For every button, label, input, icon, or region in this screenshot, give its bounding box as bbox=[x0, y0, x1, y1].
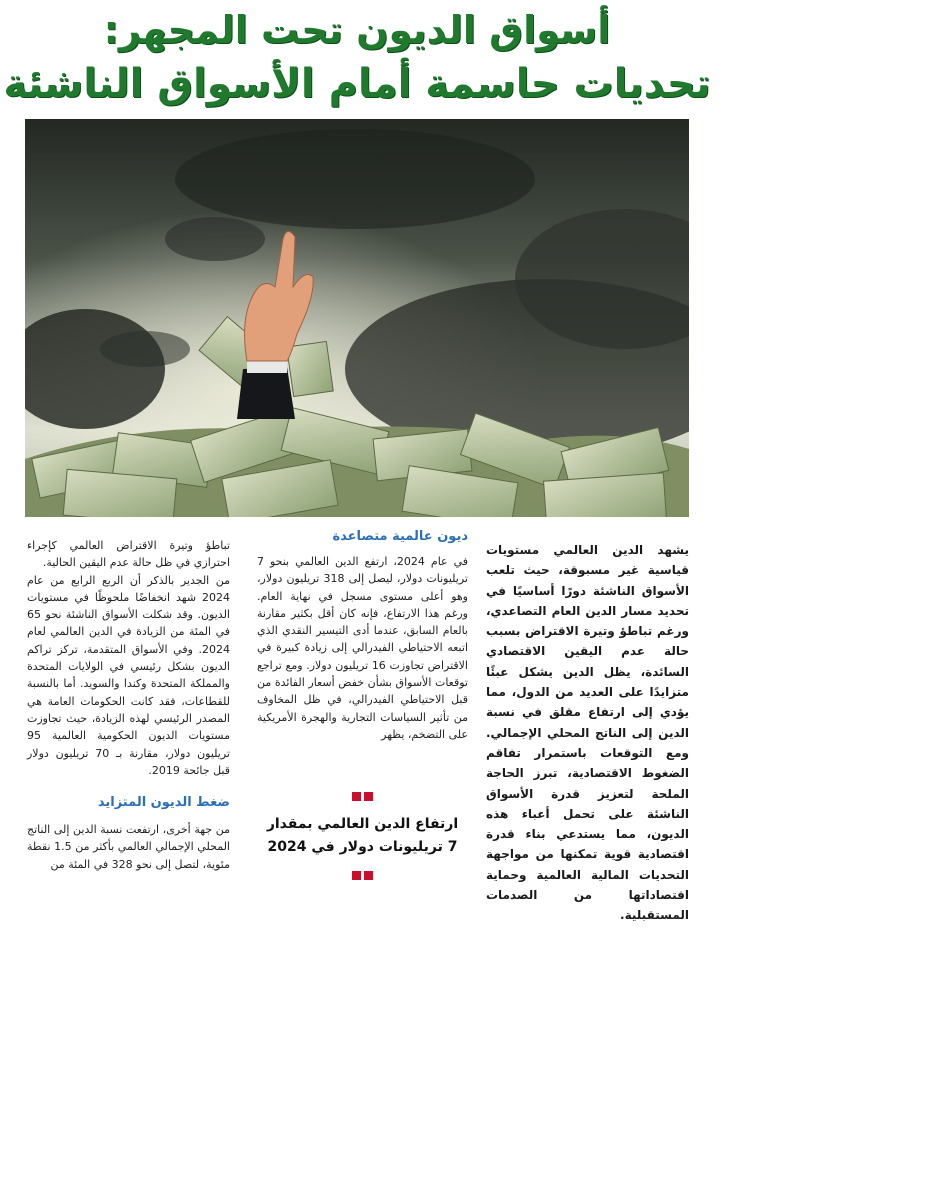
headline-line-1: أسواق الديون تحت المجهر: bbox=[103, 8, 611, 52]
pull-quote-line-1: ارتفاع الدين العالمي بمقدار bbox=[266, 816, 459, 832]
left-column-lower bbox=[27, 821, 230, 873]
intro-column bbox=[486, 540, 689, 926]
section-paragraph: في عام 2024، ارتفع الدين العالمي بنحو 7 تريليونات دولار، ليصل إلى 318 تريليون دولار، وهو أعلى مستوى مسجل في نهاية العام. ورغم هذا الارتفاع، فإنه كان أقل بكثير مقارنة بالعام السابق، عندما أدى التيسير النقدي الذي اتبعه الاحتياطي الفيدرالي إلى زيادة كبيرة في الاقتراض تجاوزت 16 تريليون دولار. ومع تراجع توقعات الأسواق بشأن خفض أسعار الفائدة من قبل الاحتياطي الفيدرالي، في ظل المخاوف من تأثير السياسات التجارية والهجرة الأمريكية على التضخم، يظهر bbox=[257, 555, 468, 741]
pull-quote bbox=[257, 792, 468, 880]
left-paragraph-3: من جهة أخرى، ارتفعت نسبة الدين إلى الناتج المحلي الإجمالي العالمي بأكثر من 1.5 نقطة مئوية، لتصل إلى نحو 328 في المئة من bbox=[27, 823, 230, 871]
headline bbox=[0, 4, 714, 112]
left-paragraph-1: تباطؤ وتيرة الاقتراض العالمي كإجراء احترازي في ظل حالة عدم اليقين الحالية. bbox=[27, 539, 230, 570]
headline-line-2: تحديات حاسمة أمام الأسواق الناشئة bbox=[3, 61, 711, 107]
decorative-squares-icon bbox=[257, 871, 468, 880]
left-paragraph-2: من الجدير بالذكر أن الربع الرابع من عام 2024 شهد انخفاضًا ملحوظًا في مستويات الديون. وقد شكلت الأسواق الناشئة نحو 65 في المئة من الزيادة في الدين العالمي لعام 2024. وفي الأسواق المتقدمة، تركز تراكم الديون بشكل رئيسي في الولايات المتحدة والمملكة المتحدة وكندا والسويد. أما بالنسبة للقطاعات، فقد كانت الحكومات العامة هي المصدر الرئيسي لهذه الزيادة، حيث تجاوزت مستويات الديون الحكومية العالمية 95 تريليون دولار، مقارنة بـ 70 تريليون دولار قبل جائحة 2019. bbox=[27, 573, 230, 777]
section-heading-global-debt: ديون عالمية متصاعدة bbox=[332, 529, 468, 544]
intro-paragraph: يشهد الدين العالمي مستويات قياسية غير مسبوقة، حيث تلعب الأسواق الناشئة دورًا أساسيًا في تحديد مسار الدين العام التصاعدي، ورغم تباطؤ وتيرة الاقتراض بسبب حالة عدم اليقين الاقتصادي السائدة، يظل الدين يشكل عبئًا متزايدًا على العديد من الدول، مما يؤدي إلى ارتفاع مقلق في نسبة الدين إلى الناتج المحلي الإجمالي. ومع التوقعات باستمرار تفاقم الضغوط الاقتصادية، تبرز الحاجة الملحة لتعزيز قدرة الأسواق الناشئة على تحمل أعباء هذه الديون، مما يستدعي بناء قدرة اقتصادية قوية تمكنها من مواجهة التحديات المالية العالمية وحماية اقتصاداتها من الصدمات المستقبلية. bbox=[486, 543, 689, 923]
section-heading-debt-pressure: ضغط الديون المتزايد bbox=[97, 795, 230, 810]
left-column bbox=[27, 537, 230, 779]
article-photo bbox=[25, 119, 689, 517]
decorative-squares-icon bbox=[257, 792, 468, 801]
pull-quote-line-2: 7 تريليونات دولار في 2024 bbox=[267, 839, 458, 855]
middle-column bbox=[257, 553, 468, 743]
